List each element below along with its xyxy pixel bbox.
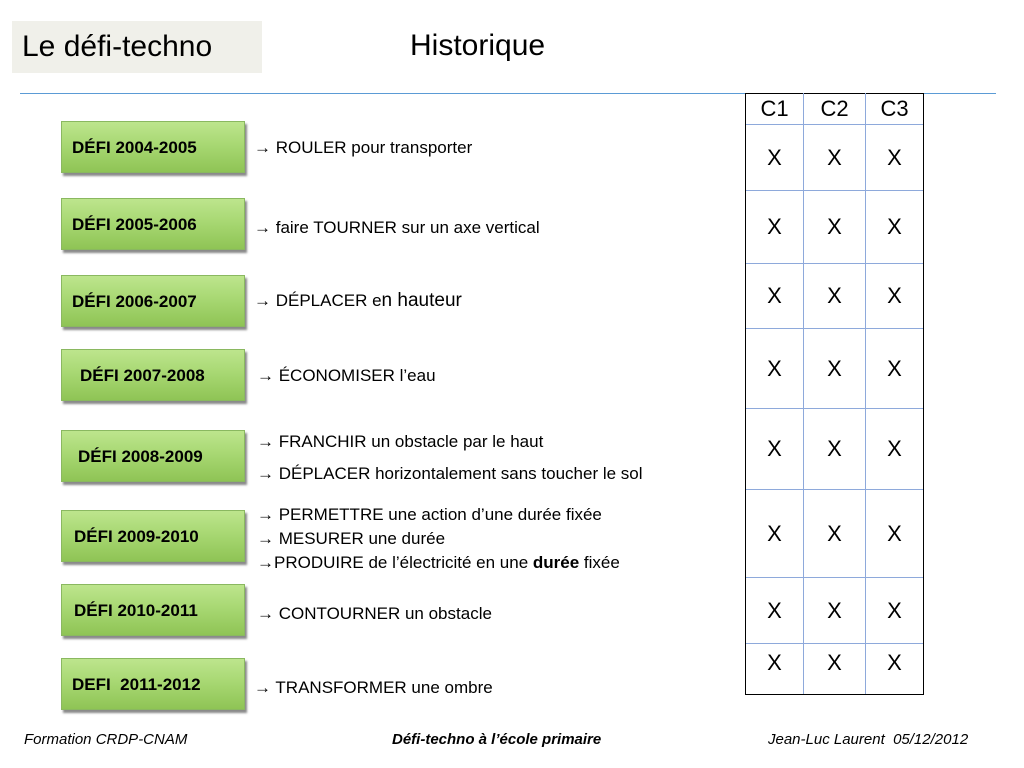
table-cell: X (804, 490, 866, 578)
defi-2004-2005-description: → ROULER pour transporter (254, 138, 473, 157)
table-cell: X (866, 125, 924, 191)
defi-2006-2007-description-part2: n hauteur (381, 290, 462, 311)
defi-2005-2006-description: → faire TOURNER sur un axe vertical (254, 218, 540, 237)
defi-2009-2010-description-line3-c: fixée (579, 553, 620, 572)
table-cell: X (866, 578, 924, 644)
defi-2009-2010-description-line3 (257, 552, 620, 574)
table-row (746, 191, 924, 264)
table-cell: X (804, 578, 866, 644)
criteria-header-c1: C1 (746, 94, 804, 125)
criteria-header-c3: C3 (866, 94, 924, 125)
table-cell: X (866, 409, 924, 490)
defi-2005-2006-button[interactable]: DÉFI 2005-2006 (61, 198, 245, 250)
defi-2007-2008-button[interactable]: DÉFI 2007-2008 (61, 349, 245, 401)
defi-2008-2009-description-line1: → FRANCHIR un obstacle par le haut (257, 432, 544, 451)
table-cell: X (866, 191, 924, 264)
table-cell: X (746, 490, 804, 578)
table-cell: X (804, 264, 866, 329)
footer-left: Formation CRDP-CNAM (24, 731, 188, 748)
defi-2004-2005-button[interactable]: DÉFI 2004-2005 (61, 121, 245, 173)
footer-center: Défi-techno à l’école primaire (392, 731, 602, 748)
table-row (746, 409, 924, 490)
defi-2009-2010-description-line1: → PERMETTRE une action d’une durée fixée (257, 505, 602, 524)
table-cell: X (746, 409, 804, 490)
defi-2007-2008-description: → ÉCONOMISER l’eau (257, 366, 436, 385)
defi-2008-2009-button[interactable]: DÉFI 2008-2009 (61, 430, 245, 482)
table-cell: X (746, 125, 804, 191)
table-row (746, 644, 924, 695)
defi-2010-2011-button[interactable]: DÉFI 2010-2011 (61, 584, 245, 636)
table-cell: X (804, 644, 866, 695)
slide-title-box-text: Le défi-techno (22, 30, 213, 63)
defi-2006-2007-button[interactable]: DÉFI 2006-2007 (61, 275, 245, 327)
criteria-header-c2: C2 (804, 94, 866, 125)
defi-2011-2012-description: → TRANSFORMER une ombre (254, 678, 493, 697)
table-cell: X (866, 644, 924, 695)
table-cell: X (804, 409, 866, 490)
table-cell: X (746, 191, 804, 264)
footer-right: Jean-Luc Laurent 05/12/2012 (768, 731, 969, 748)
table-cell: X (746, 578, 804, 644)
criteria-table (745, 93, 924, 695)
table-cell: X (866, 264, 924, 329)
defi-2009-2010-description-line2: → MESURER une durée (257, 529, 446, 548)
table-row (746, 490, 924, 578)
table-cell: X (746, 329, 804, 409)
defi-2008-2009-description-line2: → DÉPLACER horizontalement sans toucher le sol (257, 464, 643, 483)
table-cell: X (866, 490, 924, 578)
page-title: Historique (410, 29, 546, 62)
defi-2011-2012-button[interactable]: DEFI 2011-2012 (61, 658, 245, 710)
defi-2006-2007-description-part1: → DÉPLACER e (254, 291, 382, 310)
table-cell: X (804, 329, 866, 409)
table-cell: X (746, 264, 804, 329)
defi-2006-2007-description (254, 290, 462, 312)
table-cell: X (804, 125, 866, 191)
defi-2009-2010-description-line3-bold: durée (532, 553, 580, 572)
table-cell: X (866, 329, 924, 409)
table-cell: X (804, 191, 866, 264)
defi-2009-2010-button[interactable]: DÉFI 2009-2010 (61, 510, 245, 562)
criteria-header-row (746, 94, 924, 125)
defi-2009-2010-description-line3-a: →PRODUIRE de l’électricité en une (257, 553, 533, 572)
table-row (746, 578, 924, 644)
slide-title-box (12, 21, 262, 73)
table-row (746, 329, 924, 409)
table-row (746, 264, 924, 329)
table-cell: X (746, 644, 804, 695)
defi-2010-2011-description: → CONTOURNER un obstacle (257, 604, 492, 623)
table-row (746, 125, 924, 191)
